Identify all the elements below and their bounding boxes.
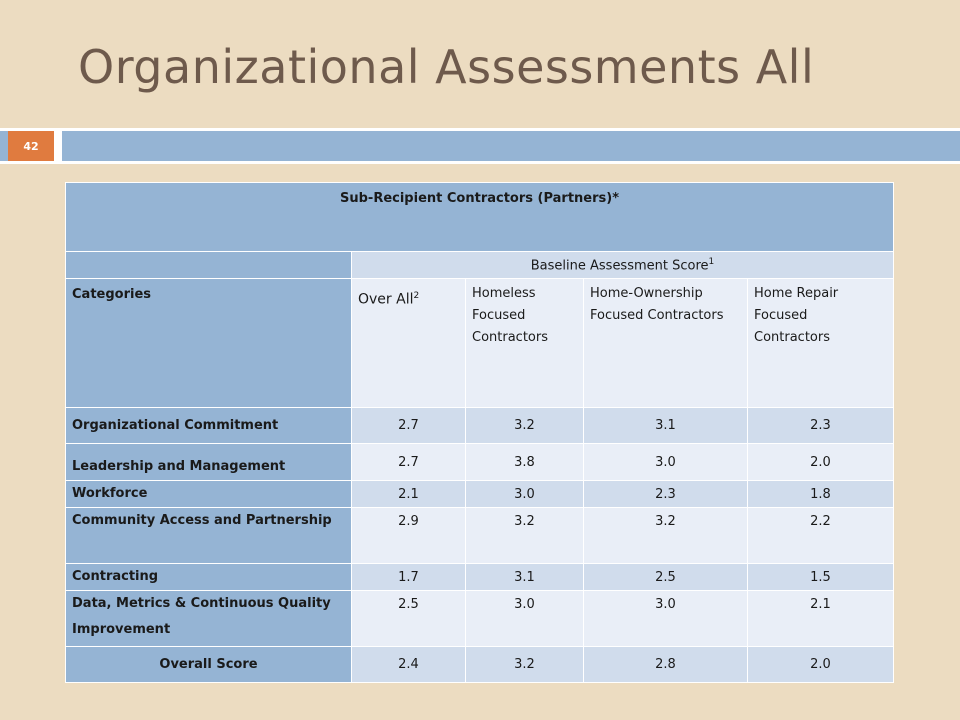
table-row	[66, 564, 894, 591]
table-main-header: Sub-Recipient Contractors (Partners)*	[66, 183, 894, 252]
col-header-home-ownership: Home-Ownership Focused Contractors	[584, 279, 748, 408]
table-cell: 2.5	[584, 564, 748, 591]
table-cell: 1.8	[748, 481, 894, 508]
baseline-score-header	[352, 252, 894, 279]
table-cell: 3.2	[466, 408, 584, 444]
col-header-home-repair: Home Repair Focused Contractors	[748, 279, 894, 408]
table-cell: 1.5	[748, 564, 894, 591]
table-cell: 3.8	[466, 444, 584, 481]
slide-number: 42	[8, 131, 54, 161]
row-label-workforce: Workforce	[66, 481, 352, 508]
column-header-row	[66, 279, 894, 408]
row-label-text: Leadership and Management	[72, 459, 286, 474]
table-cell: 2.9	[352, 508, 466, 564]
table-subheader-row	[66, 252, 894, 279]
table-cell: 3.0	[584, 444, 748, 481]
col-header-overall-footnote: 2	[413, 291, 420, 301]
col-header-overall	[352, 279, 466, 408]
table-row	[66, 647, 894, 683]
divider-left-segment	[0, 131, 8, 161]
table-cell: 3.1	[466, 564, 584, 591]
table-cell: 2.3	[584, 481, 748, 508]
table-cell: 2.3	[748, 408, 894, 444]
table-cell: 2.1	[352, 481, 466, 508]
table-cell: 2.5	[352, 591, 466, 647]
table-cell: 2.2	[748, 508, 894, 564]
table-row	[66, 481, 894, 508]
row-label-data-metrics: Data, Metrics & Continuous Quality Improvement	[66, 591, 352, 647]
table-cell: 3.2	[584, 508, 748, 564]
table-header-row	[66, 183, 894, 252]
table-cell: 3.0	[466, 591, 584, 647]
baseline-score-footnote: 1	[708, 256, 715, 267]
table-cell: 3.1	[584, 408, 748, 444]
row-label-contracting: Contracting	[66, 564, 352, 591]
divider-gap	[54, 131, 62, 161]
row-label-leadership-management	[66, 444, 352, 481]
table-row	[66, 508, 894, 564]
baseline-score-label: Baseline Assessment Score	[530, 258, 709, 274]
row-label-overall-score: Overall Score	[66, 647, 352, 683]
divider-bottom	[0, 161, 960, 164]
table-row	[66, 444, 894, 481]
table-cell: 2.1	[748, 591, 894, 647]
col-header-homeless: Homeless Focused Contractors	[466, 279, 584, 408]
table-row	[66, 591, 894, 647]
row-label-organizational-commitment: Organizational Commitment	[66, 408, 352, 444]
row-label-community-access: Community Access and Partnership	[66, 508, 352, 564]
table-cell: 3.2	[466, 508, 584, 564]
table-cell: 1.7	[352, 564, 466, 591]
categories-header: Categories	[66, 279, 352, 408]
table-cell: 2.0	[748, 647, 894, 683]
table-cell: 2.7	[352, 408, 466, 444]
table-cell: 2.4	[352, 647, 466, 683]
col-header-overall-label: Over All	[358, 291, 414, 308]
table-cell: 3.2	[466, 647, 584, 683]
table-cell: 2.8	[584, 647, 748, 683]
table-cell: 3.0	[466, 481, 584, 508]
subheader-blank	[66, 252, 352, 279]
assessment-table	[65, 182, 894, 683]
table-cell: 3.0	[584, 591, 748, 647]
table-row	[66, 408, 894, 444]
table-cell: 2.0	[748, 444, 894, 481]
slide-title: Organizational Assessments All	[78, 40, 815, 94]
divider-bar	[62, 131, 960, 161]
table-cell: 2.7	[352, 444, 466, 481]
